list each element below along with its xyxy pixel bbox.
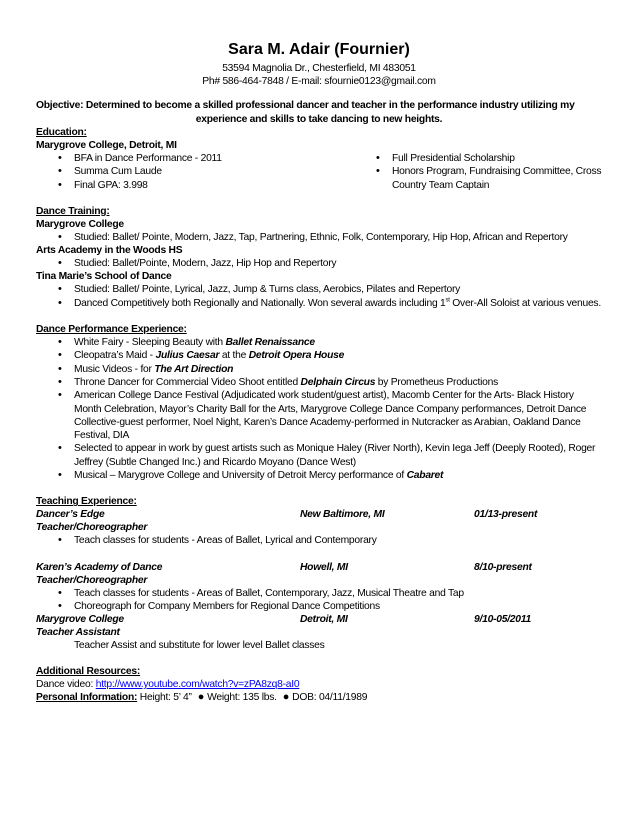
company-name: Ballet Renaissance (225, 337, 315, 349)
ordinal-suffix: st (445, 297, 450, 304)
education-list-left (36, 152, 354, 192)
list-item: • Studied: Ballet/ Pointe, Lyrical, Jazz, Jump & Turns class, Aerobics, Pilates and Repertory (36, 283, 602, 296)
production-name: Delphain Circus (300, 376, 376, 388)
performance-heading: Dance Performance Experience: (36, 324, 187, 336)
education-heading: Education: (36, 127, 87, 138)
address-line: 53594 Magnolia Dr., Chesterfield, MI 483051 (222, 63, 416, 74)
dob-value: DOB: 04/11/1989 (292, 692, 368, 704)
job-place: Karen’s Academy of Dance (36, 561, 163, 573)
list-item: • Selected to appear in work by guest artists such as Monique Haley (River North), Kevin Iega Jeff (Deeply Rooted), Roger Jeffrey (Subtle Changed Inc.) and Ricardo Moyano (Dance West) (36, 442, 602, 469)
list-item: • Honors Program, Fundraising Committee, Cross Country Team Captain (354, 165, 602, 192)
teaching-heading: Teaching Experience: (36, 496, 137, 508)
list-item (36, 349, 602, 362)
job-dates: 9/10-05/2011 (474, 614, 531, 626)
list-item: • Teach classes for students - Areas of Ballet, Lyrical and Contemporary (36, 534, 602, 547)
list-item: • Full Presidential Scholarship (354, 152, 602, 165)
list-item: • Final GPA: 3.998 (36, 179, 354, 192)
production-name: Julius Caesar (155, 350, 220, 362)
training-list-1 (36, 231, 602, 244)
job-duties (36, 587, 602, 614)
list-item: • Summa Cum Laude (36, 165, 354, 178)
personal-label: Personal Information: (36, 692, 138, 704)
height-value: Height: 5’ 4” (139, 692, 192, 704)
education-details (36, 152, 602, 192)
job-dates: 01/13-present (474, 509, 538, 521)
resume-name: Sara M. Adair (Fournier) (228, 41, 410, 58)
video-row (36, 678, 602, 691)
list-item: • American College Dance Festival (Adjudicated work student/guest artist), Macomb Center for the Arts- Black History Month Celebration, Mayor’s Charity Ball for the Arts, Marygrove College Dance Company performances, Detroit Dance Collective-guest performer, Noel Night, Karen’s Dance Academy-performed in Nutcracker as Arabian, Oakland Dance Festival, DIA (36, 389, 602, 442)
job-title: Teacher/Choreographer (36, 522, 148, 534)
job-city: Howell, MI (300, 561, 348, 573)
job-duties (36, 534, 602, 547)
item-text: at the (219, 350, 249, 362)
list-item: • Studied: Ballet/Pointe, Modern, Jazz, Hip Hop and Repertory (36, 257, 602, 270)
item-text: White Fairy - Sleeping Beauty with (74, 337, 226, 349)
item-text: Throne Dancer for Commercial Video Shoot entitled (74, 376, 301, 388)
weight-value: Weight: 135 lbs. (207, 692, 277, 704)
job-row (36, 561, 602, 574)
list-item: • BFA in Dance Performance - 2011 (36, 152, 354, 165)
award-text: Danced Competitively both Regionally and Nationally. Won several awards including 1 (74, 297, 446, 309)
production-name: Cabaret (406, 470, 444, 482)
list-item: • Teach classes for students - Areas of Ballet, Contemporary, Jazz, Musical Theatre and Tap (36, 587, 602, 600)
job-row (36, 508, 602, 521)
job-row (36, 613, 602, 626)
bullet-icon: ● (197, 691, 205, 704)
training-list-2 (36, 257, 602, 270)
education-list-right (354, 152, 602, 192)
list-item (36, 363, 602, 376)
item-text: Cleopatra’s Maid - (74, 350, 156, 362)
job-title: Teacher Assistant (36, 627, 120, 639)
training-list-3 (36, 283, 602, 310)
education-school: Marygrove College, Detroit, MI (36, 140, 177, 151)
objective-line-2: experience and skills to take dancing to new heights. (195, 113, 443, 125)
job-city: New Baltimore, MI (300, 509, 385, 521)
training-heading: Dance Training: (36, 205, 110, 217)
item-text: Musical – Marygrove College and University of Detroit Mercy performance of (74, 470, 407, 482)
resume-document (36, 40, 602, 704)
contact-line: Ph# 586-464-7848 / E-mail: sfournie0123@gmail.com (202, 76, 436, 87)
list-item (36, 336, 602, 349)
list-item (36, 297, 602, 310)
training-school-3: Tina Marie’s School of Dance (36, 271, 172, 283)
job-description: Teacher Assist and substitute for lower level Ballet classes (74, 640, 325, 652)
objective (36, 99, 602, 126)
venue-name: Detroit Opera House (248, 350, 345, 362)
job-place: Dancer’s Edge (36, 509, 105, 521)
training-school-2: Arts Academy in the Woods HS (36, 245, 183, 257)
objective-line-1: Objective: Determined to become a skilled professional dancer and teacher in the performance industry utilizing my (36, 100, 575, 111)
company-name: The Art Direction (154, 363, 234, 375)
list-item: • Choreograph for Company Members for Regional Dance Competitions (36, 600, 602, 613)
performance-list (36, 336, 602, 482)
bullet-icon: ● (282, 691, 290, 704)
list-item: • Studied: Ballet/ Pointe, Modern, Jazz, Tap, Partnering, Ethnic, Folk, Contemporary, Hip Hop, African and Repertory (36, 231, 602, 244)
additional-heading: Additional Resources: (36, 666, 141, 678)
personal-row (36, 691, 602, 704)
job-title: Teacher/Choreographer (36, 574, 148, 586)
video-link[interactable]: http://www.youtube.com/watch?v=zPA8zq8-aI0 (95, 679, 300, 691)
training-school-1: Marygrove College (36, 218, 124, 230)
job-dates: 8/10-present (474, 561, 532, 573)
video-label: Dance video: (36, 679, 96, 691)
award-text-end: Over-All Soloist at various venues. (449, 297, 601, 309)
list-item (36, 376, 602, 389)
item-text: Music Videos - for (74, 363, 155, 375)
item-text: by Prometheus Productions (375, 376, 499, 388)
list-item (36, 469, 602, 482)
job-city: Detroit, MI (300, 614, 348, 626)
job-place: Marygrove College (36, 614, 124, 626)
